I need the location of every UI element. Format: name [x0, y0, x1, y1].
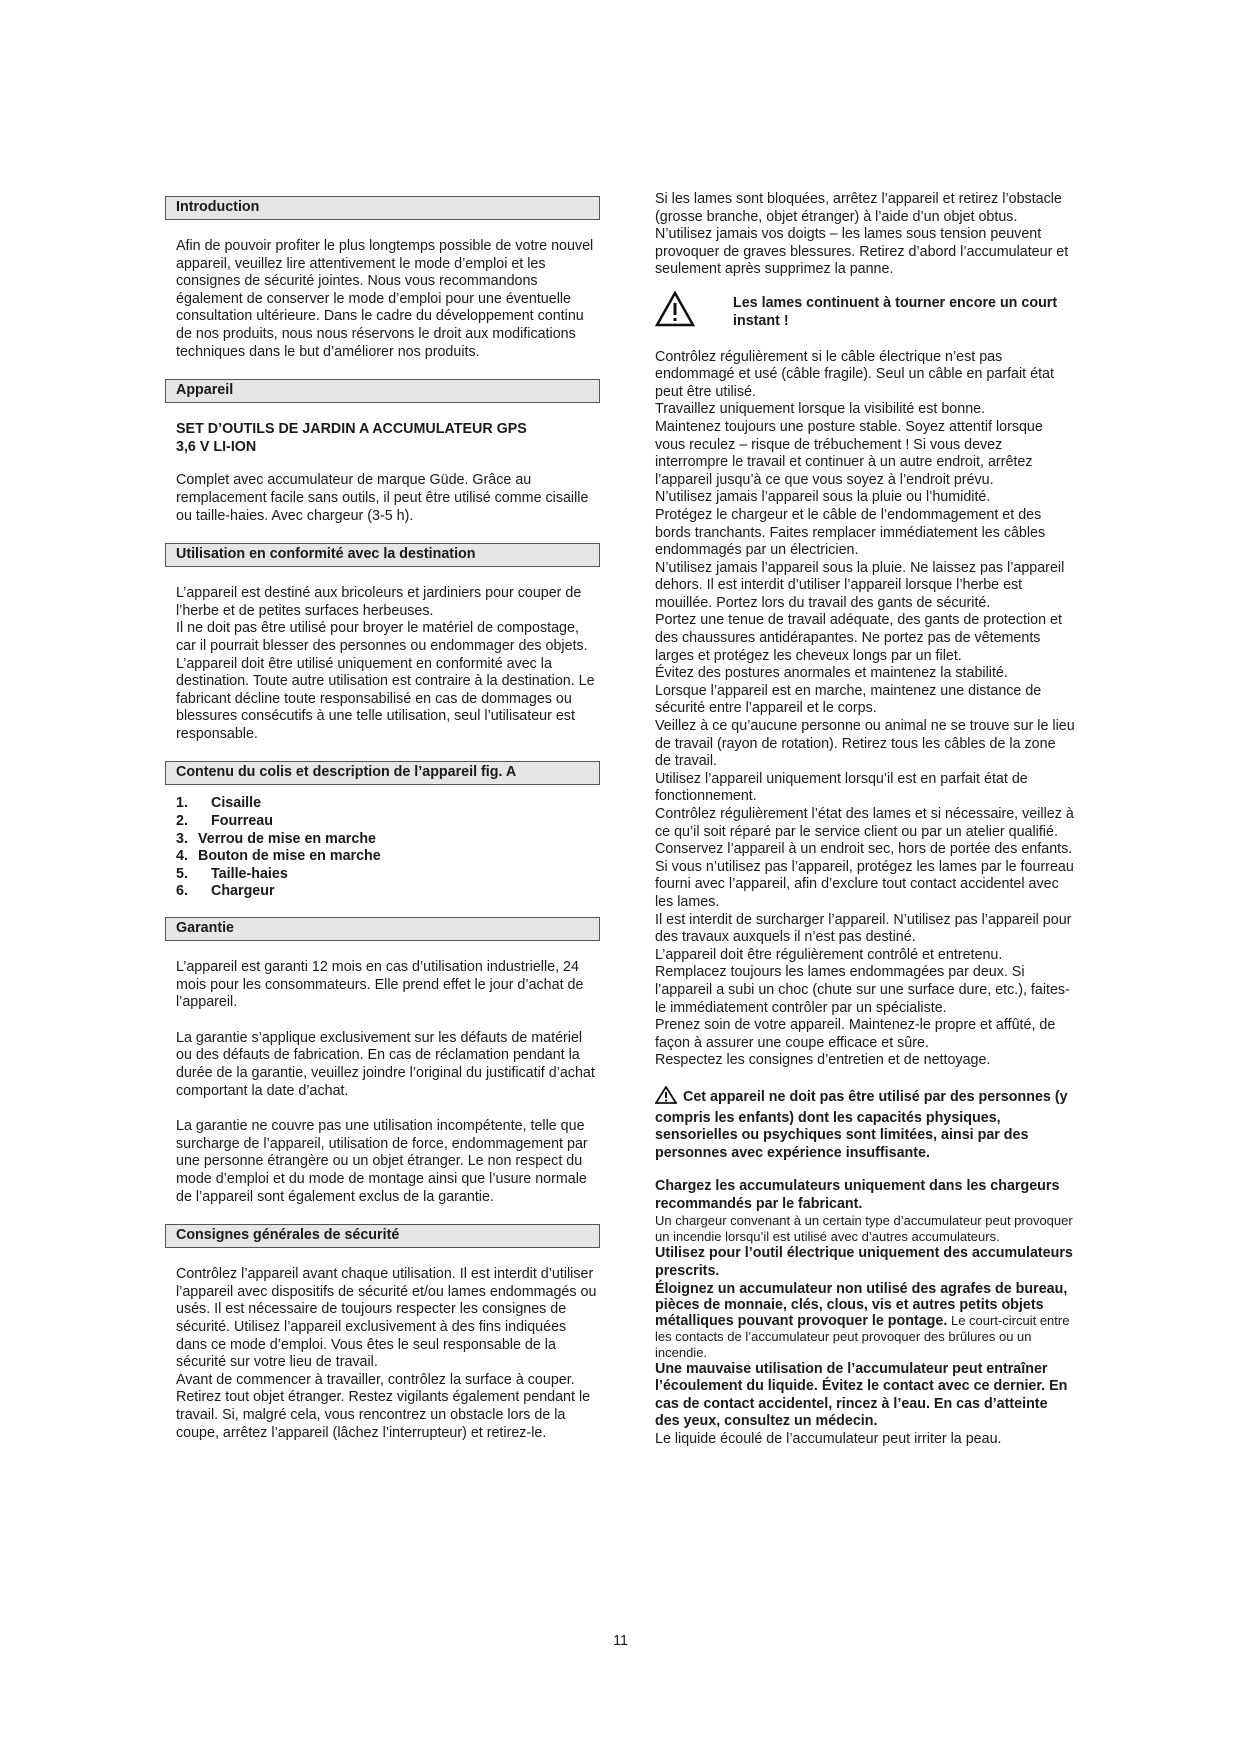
safety-line: Maintenez toujours une posture stable. Soyez attentif lorsque vous reculez – risque de trébuchement ! Si vous devez interrompre le travail et continuer à un autre endroit, arrêtez l’appareil jusqu’à ce que vous soyez à l’endroit prévu. [655, 418, 1043, 488]
safety-lines [655, 349, 1075, 1070]
section-heading-contenu: Contenu du colis et description de l’appareil fig. A [165, 761, 600, 785]
left-column [165, 196, 600, 1442]
safety-line: Contrôlez régulièrement si le câble électrique n’est pas endommagé et usé (câble fragile). Seul un câble en parfait état peut être utilisé. [655, 348, 1054, 400]
warning-triangle-icon [655, 291, 699, 333]
garantie-paragraph-2: La garantie s’applique exclusivement sur les défauts de matériel ou des défauts de fabrication. En cas de réclamation pendant la durée de la garantie, veuillez joindre l’original du justificatif d’achat comportant la date d’achat. [176, 1029, 595, 1099]
garantie-paragraph-1: L’appareil est garanti 12 mois en cas d’utilisation industrielle, 24 mois pour les consommateurs. Elle prend effet le jour d’achat de l’appareil. [176, 959, 584, 1011]
product-name-line1: SET D’OUTILS DE JARDIN A ACCUMULATEUR GPS [176, 421, 527, 438]
list-item: 1. Cisaille [176, 795, 262, 812]
consignes-paragraph-1: Contrôlez l’appareil avant chaque utilisation. Il est interdit d’utiliser l’appareil avec dispositifs de sécurité et/ou lames endommagés ou usés. Il est nécessaire de toujours respecter les consignes de sécurité. Utilisez l’appareil exclusivement à des fins indiquées dans ce mode d’emploi. Vous êtes le seul responsable de la sécurité sur votre lieu de travail. [176, 1266, 597, 1371]
safety-line: Si vous n’utilisez pas l’appareil, protégez les lames par le fourreau fourni avec l’appareil, afin d’exclure tout contact accidentel avec les lames. [655, 858, 1074, 910]
warning-blades-text: Les lames continuent à tourner encore un court instant ! [733, 294, 1058, 329]
appareil-paragraph: Complet avec accumulateur de marque Güde. Grâce au remplacement facile sans outils, il peut être utilisé comme cisaille ou taille-haies. Avec chargeur (3-5 h). [176, 472, 589, 524]
safety-line: Lorsque l’appareil est en marche, maintenez une distance de sécurité entre l’appareil et le corps. [655, 682, 1042, 717]
safety-line: Remplacez toujours les lames endommagées par deux. Si l’appareil a subi un choc (chute sur une surface dure, etc.), faites-le immédiatement contrôler par un spécialiste. [655, 964, 1070, 1016]
list-item: 6. Chargeur [176, 883, 275, 900]
garantie-paragraph-3: La garantie ne couvre pas une utilisation incompétente, telle que surcharge de l’appareil, utilisation de force, endommagement par une personne étrangère ou un objet étranger. Le non respect du mode d’emploi et du mode de montage ainsi que l’usure normale de l’appareil sont également exclus de la garantie. [176, 1118, 588, 1205]
blocked-blades-paragraph: Si les lames sont bloquées, arrêtez l’appareil et retirez l’obstacle (grosse branche, objet étranger) à l’aide d’un objet obtus. N’utilisez jamais vos doigts – les lames sous tension peuvent provoquer de graves blessures. Retirez d’abord l’accumulateur et seulement après supprimez la panne. [655, 191, 1069, 278]
introduction-paragraph: Afin de pouvoir profiter le plus longtemps possible de votre nouvel appareil, veuillez lire attentivement le mode d’emploi et les consignes de sécurité jointes. Nous vous recommandons également de conserver le mode d’emploi pour une éventuelle consultation ultérieure. Dans le cadre du développement continu de nos produits, nous nous réservons le droit aux modifications techniques dans le but d’améliorer nos produits. [176, 238, 594, 360]
safety-line: Travaillez uniquement lorsque la visibilité est bonne. [655, 401, 986, 418]
safety-line: Veillez à ce qu’aucune personne ou animal ne se trouve sur le lieu de travail (rayon de rotation). Retirez tous les câbles de la zone de travail. [655, 718, 1075, 770]
warning-triangle-icon [655, 1086, 683, 1110]
consignes-paragraph-2: Avant de commencer à travailler, contrôlez la surface à couper. Retirez tout objet étranger. Restez vigilants également pendant le travail. Si, malgré cela, vous rencontrez un obstacle lors de la coupe, arrêtez l’appareil (lâchez l’interrupteur) et retirez-le. [176, 1371, 591, 1441]
product-name-line2: 3,6 V LI-ION [176, 438, 257, 455]
utilisation-paragraph-2: Il ne doit pas être utilisé pour broyer le matériel de compostage, car il pourrait blesser des personnes ou endommager des objets. [176, 620, 588, 654]
outil-heading: Utilisez pour l’outil électrique uniquement des accumulateurs prescrits. [655, 1245, 1073, 1280]
garantie-body [165, 959, 600, 1206]
liquide-text: Le liquide écoulé de l’accumulateur peut irriter la peau. [655, 1431, 1002, 1448]
warning-persons-paragraph: Cet appareil ne doit pas être utilisé par des personnes (y compris les enfants) dont les capacités physiques, sensorielles ou psychiques sont limitées, ainsi par des personnes avec expérience insuffisante. [655, 1086, 1075, 1162]
list-item: 4. Bouton de mise en marche [176, 848, 381, 865]
list-item: 2. Fourreau [176, 813, 273, 830]
section-heading-consignes: Consignes générales de sécurité [165, 1224, 600, 1248]
utilisation-body [165, 585, 600, 743]
section-heading-utilisation: Utilisation en conformité avec la destination [165, 543, 600, 567]
safety-line: N’utilisez jamais l’appareil sous la pluie ou l’humidité. [655, 489, 991, 506]
safety-line: Prenez soin de votre appareil. Maintenez-le propre et affûté, de façon à assurer une coupe efficace et sûre. [655, 1017, 1056, 1051]
list-item: 5. Taille-haies [176, 865, 288, 882]
safety-line: Conservez l’appareil à un endroit sec, hors de portée des enfants. [655, 841, 1073, 858]
right-column [655, 191, 1075, 1449]
introduction-body [165, 238, 600, 361]
consignes-body [165, 1266, 600, 1442]
safety-line: Respectez les consignes d’entretien et de nettoyage. [655, 1052, 991, 1069]
utilisation-paragraph-3: L’appareil doit être utilisé uniquement en conformité avec la destination. Toute autre utilisation est contraire à la destination. Le fabricant décline toute responsabilisé en cas de dommages ou blessures consécutifs à une telle utilisation, seul l’utilisateur est responsable. [176, 655, 595, 742]
warning-blades-box [655, 291, 1075, 333]
safety-line: L’appareil doit être régulièrement contrôlé et entretenu. [655, 946, 1003, 963]
list-item: 3. Verrou de mise en marche [176, 830, 376, 847]
eloignez-paragraph: Éloignez un accumulateur non utilisé des agrafes de bureau, pièces de monnaie, clés, clous, vis et autres petits objets métalliques pouvant provoquer le pontage. Le court-circuit entre les contacts de l’accumulateur peut provoquer des brûlures ou un incendie. [655, 1280, 1070, 1360]
section-heading-appareil: Appareil [165, 379, 600, 403]
safety-line: Utilisez l’appareil uniquement lorsqu’il est en parfait état de fonctionnement. [655, 770, 1028, 805]
parts-list [176, 795, 600, 901]
utilisation-paragraph-1: L’appareil est destiné aux bricoleurs et jardiniers pour couper de l’herbe et de petites surfaces herbeuses. [176, 585, 582, 619]
safety-line: Protégez le chargeur et le câble de l’endommagement et des bords tranchants. Faites remplacer immédiatement les câbles endommagés par un électricien. [655, 506, 1046, 559]
section-heading-introduction: Introduction [165, 196, 600, 220]
safety-line: Portez une tenue de travail adéquate, des gants de protection et des chaussures antidérapantes. Ne portez pas de vêtements larges et protégez les cheveux longs par un filet. [655, 612, 1062, 664]
safety-line: N’utilisez jamais l’appareil sous la pluie. Ne laissez pas l’appareil dehors. Il est interdit d’utiliser l’appareil lorsque l’herbe est mouillée. Portez lors du travail des gants de sécurité. [655, 559, 1065, 611]
charge-heading: Chargez les accumulateurs uniquement dans les chargeurs recommandés par le fabricant. [655, 1178, 1060, 1212]
appareil-body [165, 421, 600, 525]
safety-line: Évitez des postures anormales et maintenez la stabilité. [655, 665, 1008, 682]
safety-line: Il est interdit de surcharger l’appareil. N’utilisez pas l’appareil pour des travaux auxquels il n’est pas destiné. [655, 911, 1072, 946]
charge-text: Un chargeur convenant à un certain type d’accumulateur peut provoquer un incendie lorsqu’il est utilisé avec d’autres accumulateurs. [655, 1213, 1073, 1245]
page-number: 11 [613, 1633, 628, 1649]
mauvaise-utilisation-text: Une mauvaise utilisation de l’accumulateur peut entraîner l’écoulement du liquide. Évitez le contact avec ce dernier. En cas de contact accidentel, rincez à l’eau. En cas d’atteinte des yeux, consultez un médecin. [655, 1360, 1068, 1430]
section-heading-garantie: Garantie [165, 917, 600, 941]
contenu-body [165, 795, 600, 901]
safety-line: Contrôlez régulièrement l’état des lames et si nécessaire, veillez à ce qu’il soit réparé par le service client ou par un atelier qualifié. [655, 806, 1074, 840]
